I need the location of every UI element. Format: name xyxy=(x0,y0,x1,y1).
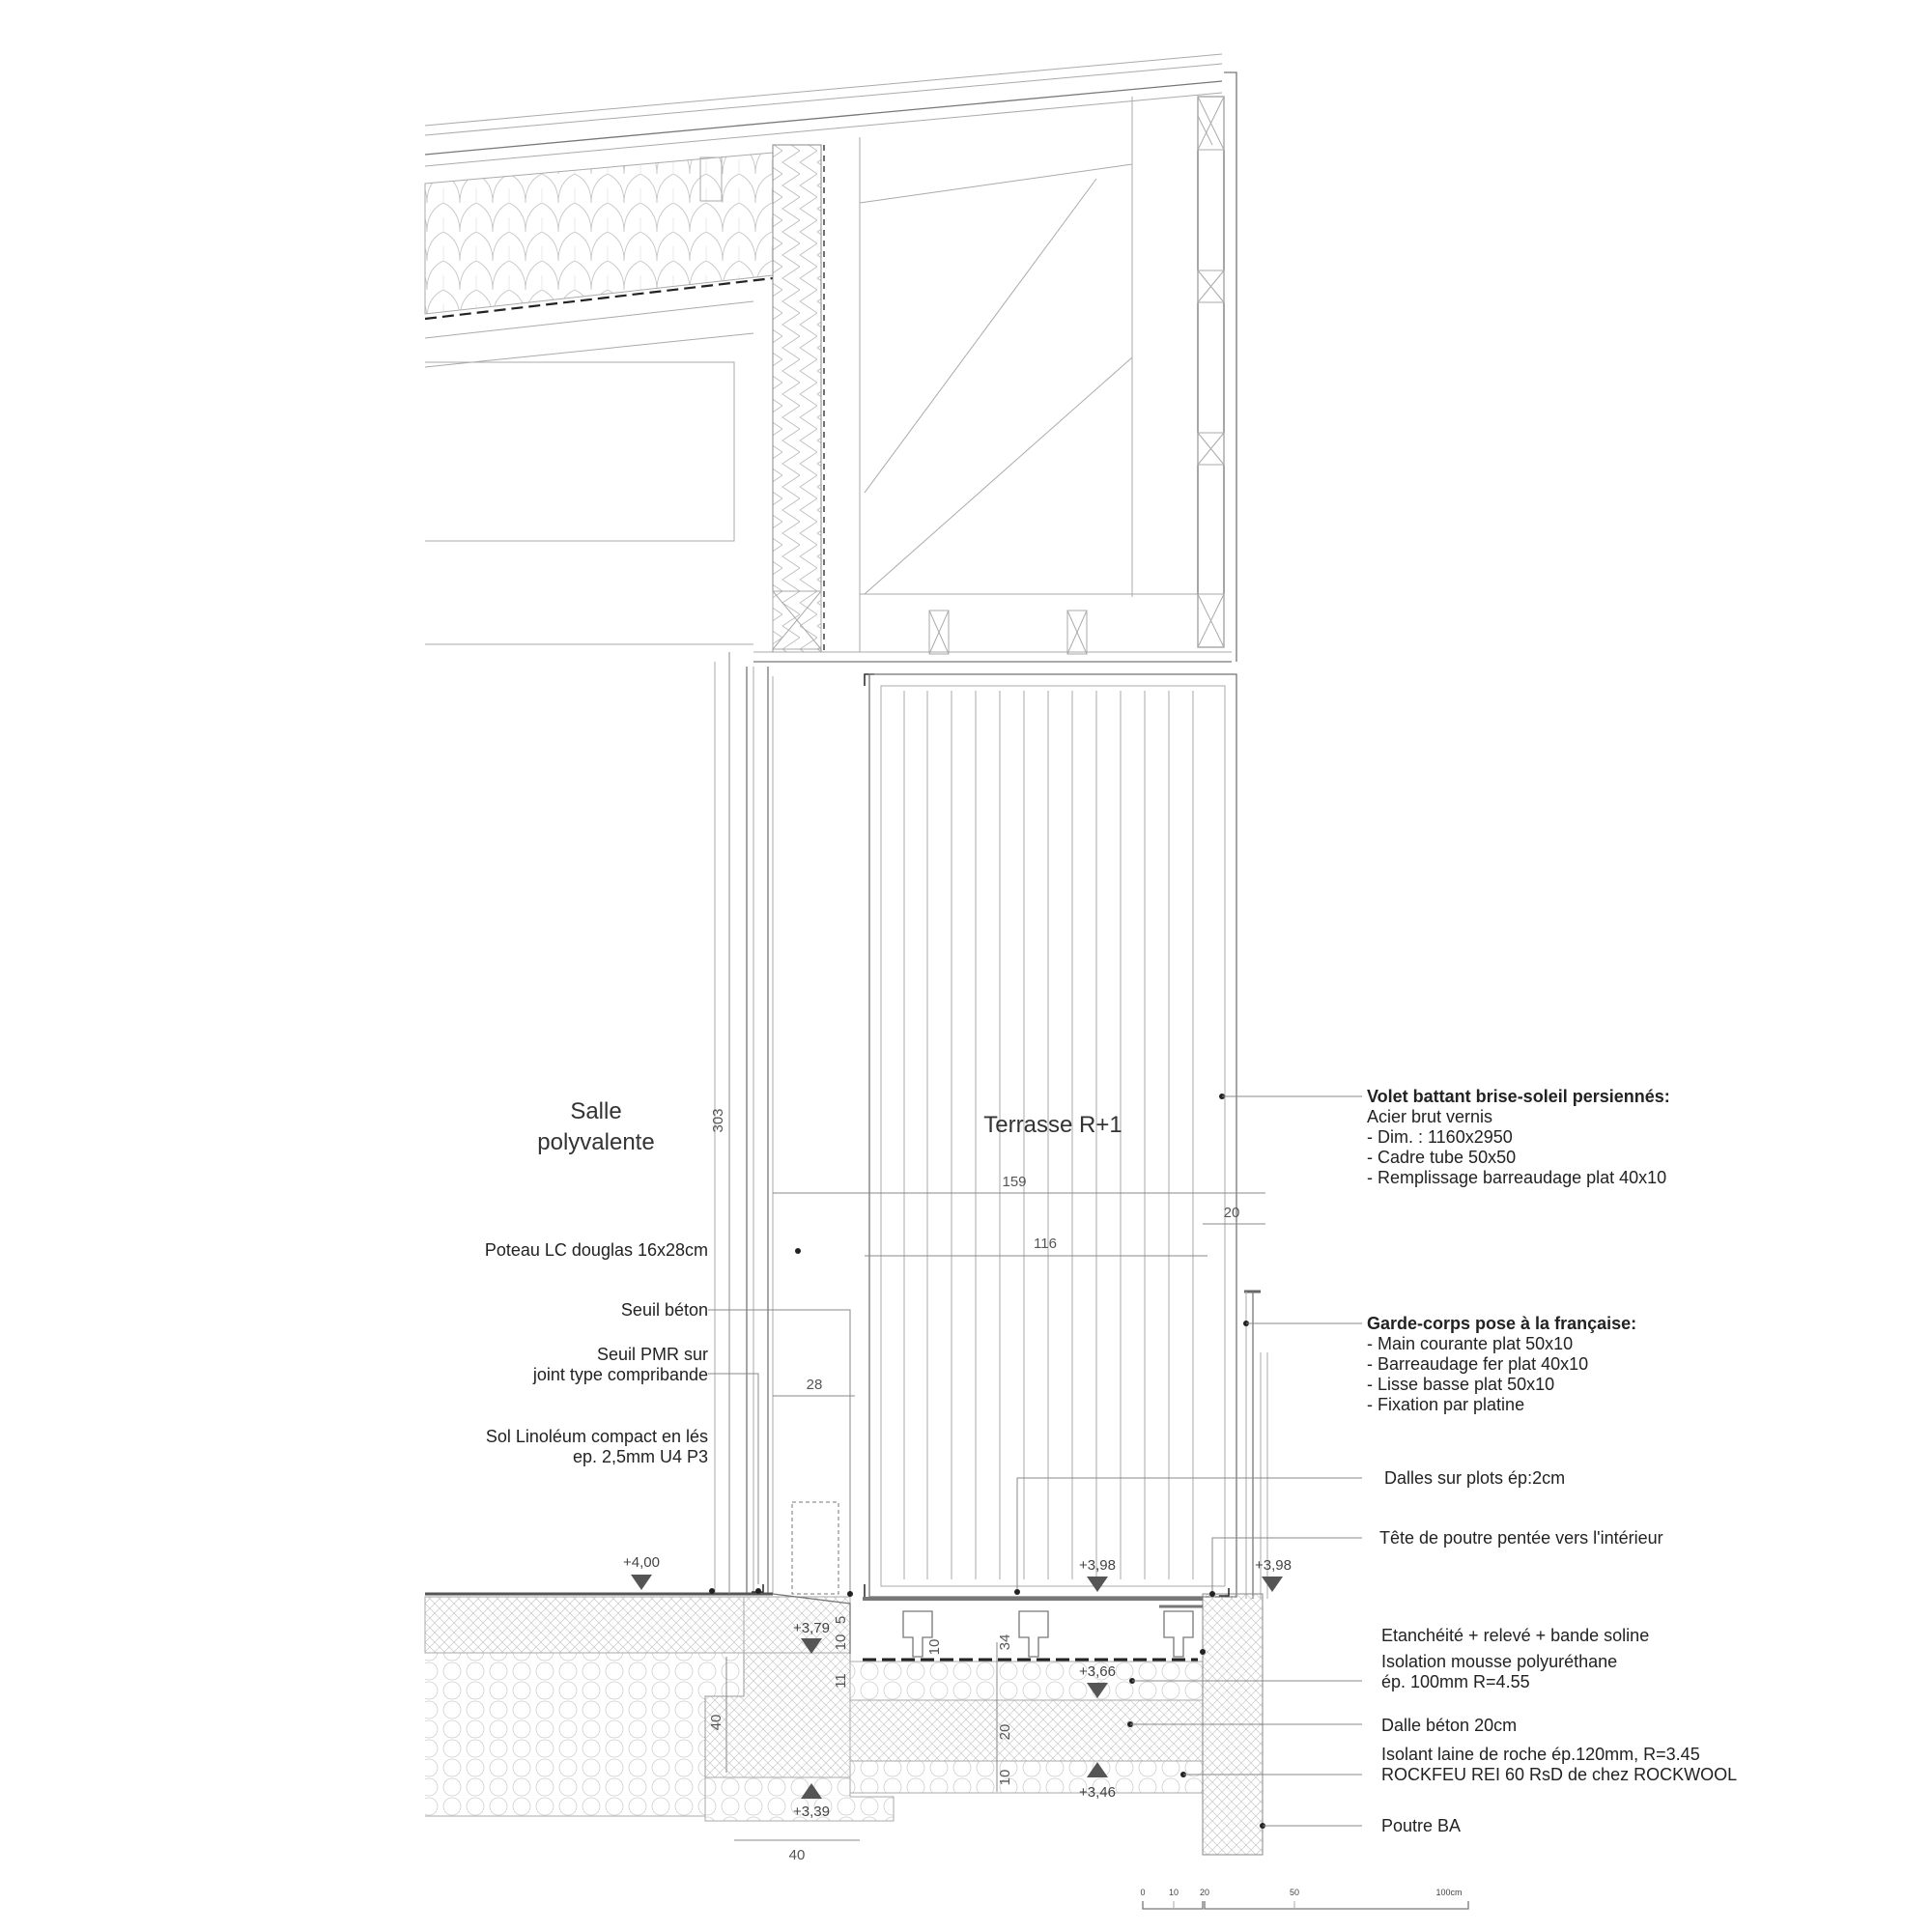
room-terrasse: Terrasse R+1 xyxy=(983,1112,1122,1138)
note-poutre-ba: Poutre BA xyxy=(1381,1816,1462,1835)
note-seuil-pmr-line1: Seuil PMR sur xyxy=(596,1345,708,1364)
level-400: +4,00 xyxy=(623,1554,660,1571)
note-isolation-line2: ép. 100mm R=4.55 xyxy=(1381,1672,1530,1691)
note-volet-title: Volet battant brise-soleil persiennés: xyxy=(1367,1087,1670,1106)
dim-10-a: 10 xyxy=(833,1634,849,1651)
dim-40-horizontal: 40 xyxy=(788,1847,806,1863)
scale-10: 10 xyxy=(1168,1888,1179,1897)
note-volet-line4: - Remplissage barreaudage plat 40x10 xyxy=(1367,1168,1667,1187)
level-379: +3,79 xyxy=(793,1620,830,1636)
note-sol-line2: ep. 2,5mm U4 P3 xyxy=(572,1447,708,1466)
note-poteau: Poteau LC douglas 16x28cm xyxy=(484,1240,708,1260)
scale-bar xyxy=(1143,1901,1468,1909)
note-dalles: Dalles sur plots ép:2cm xyxy=(1384,1468,1566,1488)
note-dalle-beton: Dalle béton 20cm xyxy=(1381,1716,1518,1735)
level-346: +3,46 xyxy=(1079,1784,1116,1801)
note-seuil-beton: Seuil béton xyxy=(620,1300,708,1320)
scale-20: 20 xyxy=(1199,1888,1210,1897)
level-398-a: +3,98 xyxy=(1079,1557,1116,1574)
note-garde-corps-line1: - Main courante plat 50x10 xyxy=(1367,1334,1574,1353)
note-etancheite: Etanchéité + relevé + bande soline xyxy=(1381,1626,1650,1645)
level-339: +3,39 xyxy=(793,1804,830,1820)
note-tete-de-poutre: Tête de poutre pentée vers l'intérieur xyxy=(1379,1528,1663,1548)
dim-5: 5 xyxy=(833,1615,849,1625)
note-garde-corps-line3: - Lisse basse plat 50x10 xyxy=(1367,1375,1555,1394)
level-366: +3,66 xyxy=(1079,1663,1116,1680)
dim-40-vertical: 40 xyxy=(708,1714,724,1731)
room-salle-line2: polyvalente xyxy=(537,1129,655,1155)
roof-structure xyxy=(425,54,1236,662)
post-and-frame xyxy=(715,662,879,1599)
dim-28: 28 xyxy=(806,1377,823,1393)
dim-303: 303 xyxy=(710,1108,726,1133)
note-garde-corps-title: Garde-corps pose à la française: xyxy=(1367,1314,1637,1333)
note-volet-line1: Acier brut vernis xyxy=(1367,1107,1493,1126)
note-seuil-pmr-line2: joint type compribande xyxy=(532,1365,708,1384)
scale-50: 50 xyxy=(1289,1888,1300,1897)
note-volet-line3: - Cadre tube 50x50 xyxy=(1367,1148,1517,1167)
scale-0: 0 xyxy=(1140,1888,1146,1897)
note-garde-corps-line2: - Barreaudage fer plat 40x10 xyxy=(1367,1354,1589,1374)
dim-11: 11 xyxy=(833,1673,849,1689)
dim-20-vertical: 20 xyxy=(997,1723,1013,1741)
dim-10-b: 10 xyxy=(926,1638,943,1656)
note-volet-line2: - Dim. : 1160x2950 xyxy=(1367,1127,1513,1147)
dim-116: 116 xyxy=(1034,1236,1057,1252)
room-salle-line1: Salle xyxy=(570,1098,622,1124)
dim-20: 20 xyxy=(1223,1205,1240,1221)
note-garde-corps-line4: - Fixation par platine xyxy=(1367,1395,1525,1414)
dim-34: 34 xyxy=(997,1634,1013,1651)
dim-10-vertical: 10 xyxy=(997,1769,1013,1786)
dim-159: 159 xyxy=(1002,1174,1027,1190)
guardrail xyxy=(1244,1292,1267,1599)
note-laine-line1: Isolant laine de roche ép.120mm, R=3.45 xyxy=(1381,1745,1700,1764)
level-398-b: +3,98 xyxy=(1255,1557,1292,1574)
scale-100cm: 100cm xyxy=(1435,1888,1463,1897)
note-isolation-line1: Isolation mousse polyuréthane xyxy=(1381,1652,1618,1671)
note-laine-line2: ROCKFEU REI 60 RsD de chez ROCKWOOL xyxy=(1381,1765,1738,1784)
note-sol-line1: Sol Linoléum compact en lés xyxy=(485,1427,708,1446)
